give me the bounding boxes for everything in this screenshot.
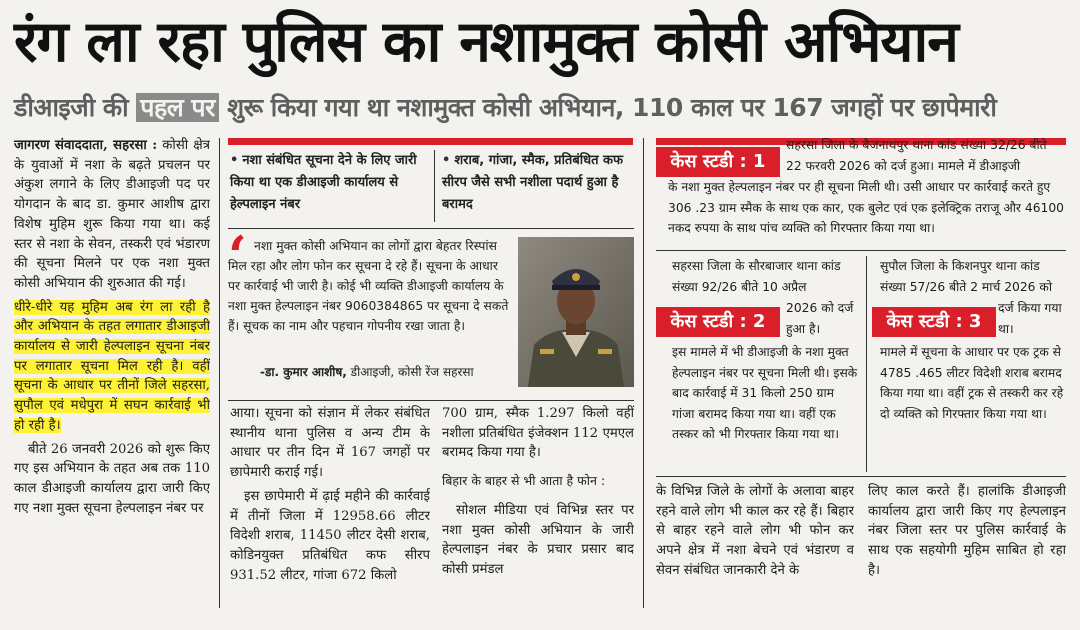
- quote-attribution: [260, 362, 510, 382]
- paragraph-intro: [14, 136, 210, 294]
- case-study-3-tag: केस स्टडी : 3: [872, 307, 996, 337]
- bullet-point-1: • नशा संबंधित सूचना देने के लिए जारी किया था एक डीआइजी कार्यालय से हेल्पलाइन नंबर: [230, 153, 417, 212]
- case-study-3-date: दर्ज किया गया था।: [998, 301, 1062, 336]
- quote-bottom-rule: [228, 400, 634, 401]
- paragraph: आया। सूचना को संज्ञान में लेकर संबंधित स्थानीय थाना पुलिस व अन्य टीम के आधार पर तीन दिन में 167 जगहों पर छापेमारी कराई गई।: [230, 406, 430, 481]
- case-study-2-date: 2026 को दर्ज हुआ है।: [786, 301, 854, 336]
- bullet-point-2: • शराब, गांजा, स्मैक, प्रतिबंधित कफ सीरप जैसे सभी नशीला पदार्थ हुआ है बरामद: [442, 153, 624, 212]
- intro-text: कोसी क्षेत्र के युवाओं में नशा के बढ़ते प्रचलन पर अंकुश लगाने के लिए डीआइजी पद पर योगदान के बाद डा. कुमार आशीष द्वारा विशेष मुहिम शुरू किया गया था। कई स्तर से नशा के सेवन, तस्करी एवं भंडारण की सूचना मिलने पर एक नशा मुक्त कोसी अभियान की शुरुआत की गई।: [14, 138, 210, 291]
- byline: जागरण संवाददाता, सहरसा :: [14, 138, 158, 153]
- headline: रंग ला रहा पुलिस का नशामुक्त कोसी अभियान: [14, 9, 958, 75]
- article-column-5: [868, 482, 1066, 610]
- article-column-3: [442, 404, 634, 610]
- subhead-part1: डीआइजी की: [14, 93, 137, 122]
- article-column-1: [14, 136, 210, 610]
- case-divider: [866, 256, 867, 472]
- paragraph: के विभिन्न जिले के लोगों के अलावा बाहर रहने वाले लोग भी काल कर रहे हैं। बिहार से बाहर रहने वाले लोग भी फोन कर अपने क्षेत्र में नशा बेचने एवं भंडारण व सेवन संबंधित जानकारी देने के: [656, 484, 854, 578]
- case-study-3-top: सुपौल जिला के किशनपुर थाना कांड संख्या 57/26 बीते 2 मार्च 2026 को: [880, 259, 1053, 294]
- case-bottom-rule: [656, 476, 1066, 477]
- quote-author: -डा. कुमार आशीष,: [260, 365, 347, 379]
- paragraph-highlighted: [14, 298, 210, 436]
- paragraph: 700 ग्राम, स्मैक 1.297 किलो वहीं नशीला प्रतिबंधित इंजेक्शन 112 एमएल बरामद किया गया है।: [442, 406, 634, 461]
- case-study-3-body: मामले में सूचना के आधार पर एक ट्रक से 4785 .465 लीटर विदेशी शराब बरामद किया गया था। वहीं ट्रक से तस्करी कर रहे दो व्यक्ति को गिरफ्तार किया गया था।: [880, 345, 1064, 421]
- red-band-middle: [228, 138, 633, 145]
- subheadline: [14, 88, 1069, 128]
- subhead-highlight: पहल पर: [136, 93, 219, 122]
- case-study-2-tag: केस स्टडी : 2: [656, 307, 780, 337]
- case-study-1-top: सहरसा जिला के बैजनाथपुर थाना कांड संख्या 32/26 बीते 22 फरवरी 2026 को दर्ज हुआ। मामले में डीआइजी: [786, 138, 1047, 173]
- paragraph-calls: बीते 26 जनवरी 2026 को शुरू किए गए इस अभियान के तहत अब तक 110 काल डीआइजी कार्यालय द्वारा जारी किए गए नशा मुक्त सूचना हेल्पलाइन नंबर पर: [14, 441, 210, 516]
- subhead-part2: शुरू किया गया था नशामुक्त कोसी अभियान, 110 काल पर 167 जगहों पर छापेमारी: [218, 93, 997, 122]
- highlighted-text: धीरे-धीरे यह मुहिम अब रंग ला रही है और अभियान के तहत लगातार डीआइजी कार्यालय से जारी हेल्पलाइन सूचना नंबर पर लगातार सूचना मिल रही है। वहीं सूचना के आधार पर तीनों जिले सहरसा, सुपौल एवं मधेपुरा में सघन कार्रवाई भी हो रही है।: [14, 299, 210, 433]
- paragraph: सोशल मीडिया एवं विभिन्न स्तर पर नशा मुक्त कोसी अभियान के जारी हेल्पलाइन नंबर के प्रचार प्रसार बाद कोसी प्रमंडल: [442, 502, 634, 577]
- case-study-1-body: के नशा मुक्त हेल्पलाइन नंबर पर ही सूचना मिली थी। उसी आधार पर कार्रवाई करते हुए 306 .23 ग्राम स्मैक के साथ एक कार, एक बुलेट एवं एक इलेक्ट्रिक तराजू और 46100 नकद रुपया के साथ पांच व्यक्ति को गिरफ्तार किया गया था।: [668, 180, 1064, 235]
- case-study-2-body: इस मामले में भी डीआइजी के नशा मुक्त हेल्पलाइन नंबर पर सूचना मिली थी। इसके बाद कार्रवाई में 31 किलो 250 ग्राम गांजा बरामद किया गया था। वहीं एक तस्कर को भी गिरफ्तार किया गया था।: [672, 345, 858, 441]
- case-study-1-tag: केस स्टडी : 1: [656, 147, 780, 177]
- bullet-dot: •: [230, 153, 239, 168]
- section-subheading: बिहार के बाहर से भी आता है फोन :: [442, 473, 606, 489]
- quote-text: नशा मुक्त कोसी अभियान का लोगों द्वारा बेहतर रिस्पांस मिल रहा और लोग फोन कर सूचना दे रहे हैं। सूचना के आधार पर कार्रवाई भी जारी है। कोई भी व्यक्ति डीआइजी कार्यालय के नशा मुक्त हेल्पलाइन नंबर 9060384865 पर सूचना दे सकते हैं। सूचक का नाम और पहचान गोपनीय रखा जाता है।: [228, 239, 509, 333]
- quote-author-role: डीआइजी, कोसी रेंज सहरसा: [346, 365, 474, 379]
- quote-mark-icon: ‘: [228, 224, 247, 288]
- article-column-2: [230, 404, 430, 610]
- column-divider: [643, 138, 644, 608]
- dig-photo: [518, 237, 634, 387]
- paragraph: लिए काल करते हैं। हालांकि डीआइजी कार्यालय द्वारा जारी किए गए हेल्पलाइन नंबर जिला स्तर पर पुलिस कार्रवाई के साथ एक सहयोगी मुहिम साबित हो रहा है।: [868, 484, 1066, 578]
- case-study-2-top: सहरसा जिला के सौरबाजार थाना कांड संख्या 92/26 बीते 10 अप्रैल: [672, 259, 841, 294]
- case-study-rule: [656, 250, 1066, 251]
- bullet-divider: [434, 150, 435, 222]
- bullet-dot: •: [442, 153, 451, 168]
- column-divider: [219, 138, 220, 608]
- article-column-4: [656, 482, 854, 610]
- bullet-bottom-rule: [228, 228, 634, 229]
- paragraph: इस छापेमारी में ढ़ाई महीने की कार्रवाई में तीनों जिला में 12958.66 लीटर विदेशी शराब, 11450 लीटर देसी शराब, कोडिनयुक्त प्रतिबंधित कफ सीरप 931.52 लीटर, गांजा 672 किलो: [230, 488, 430, 583]
